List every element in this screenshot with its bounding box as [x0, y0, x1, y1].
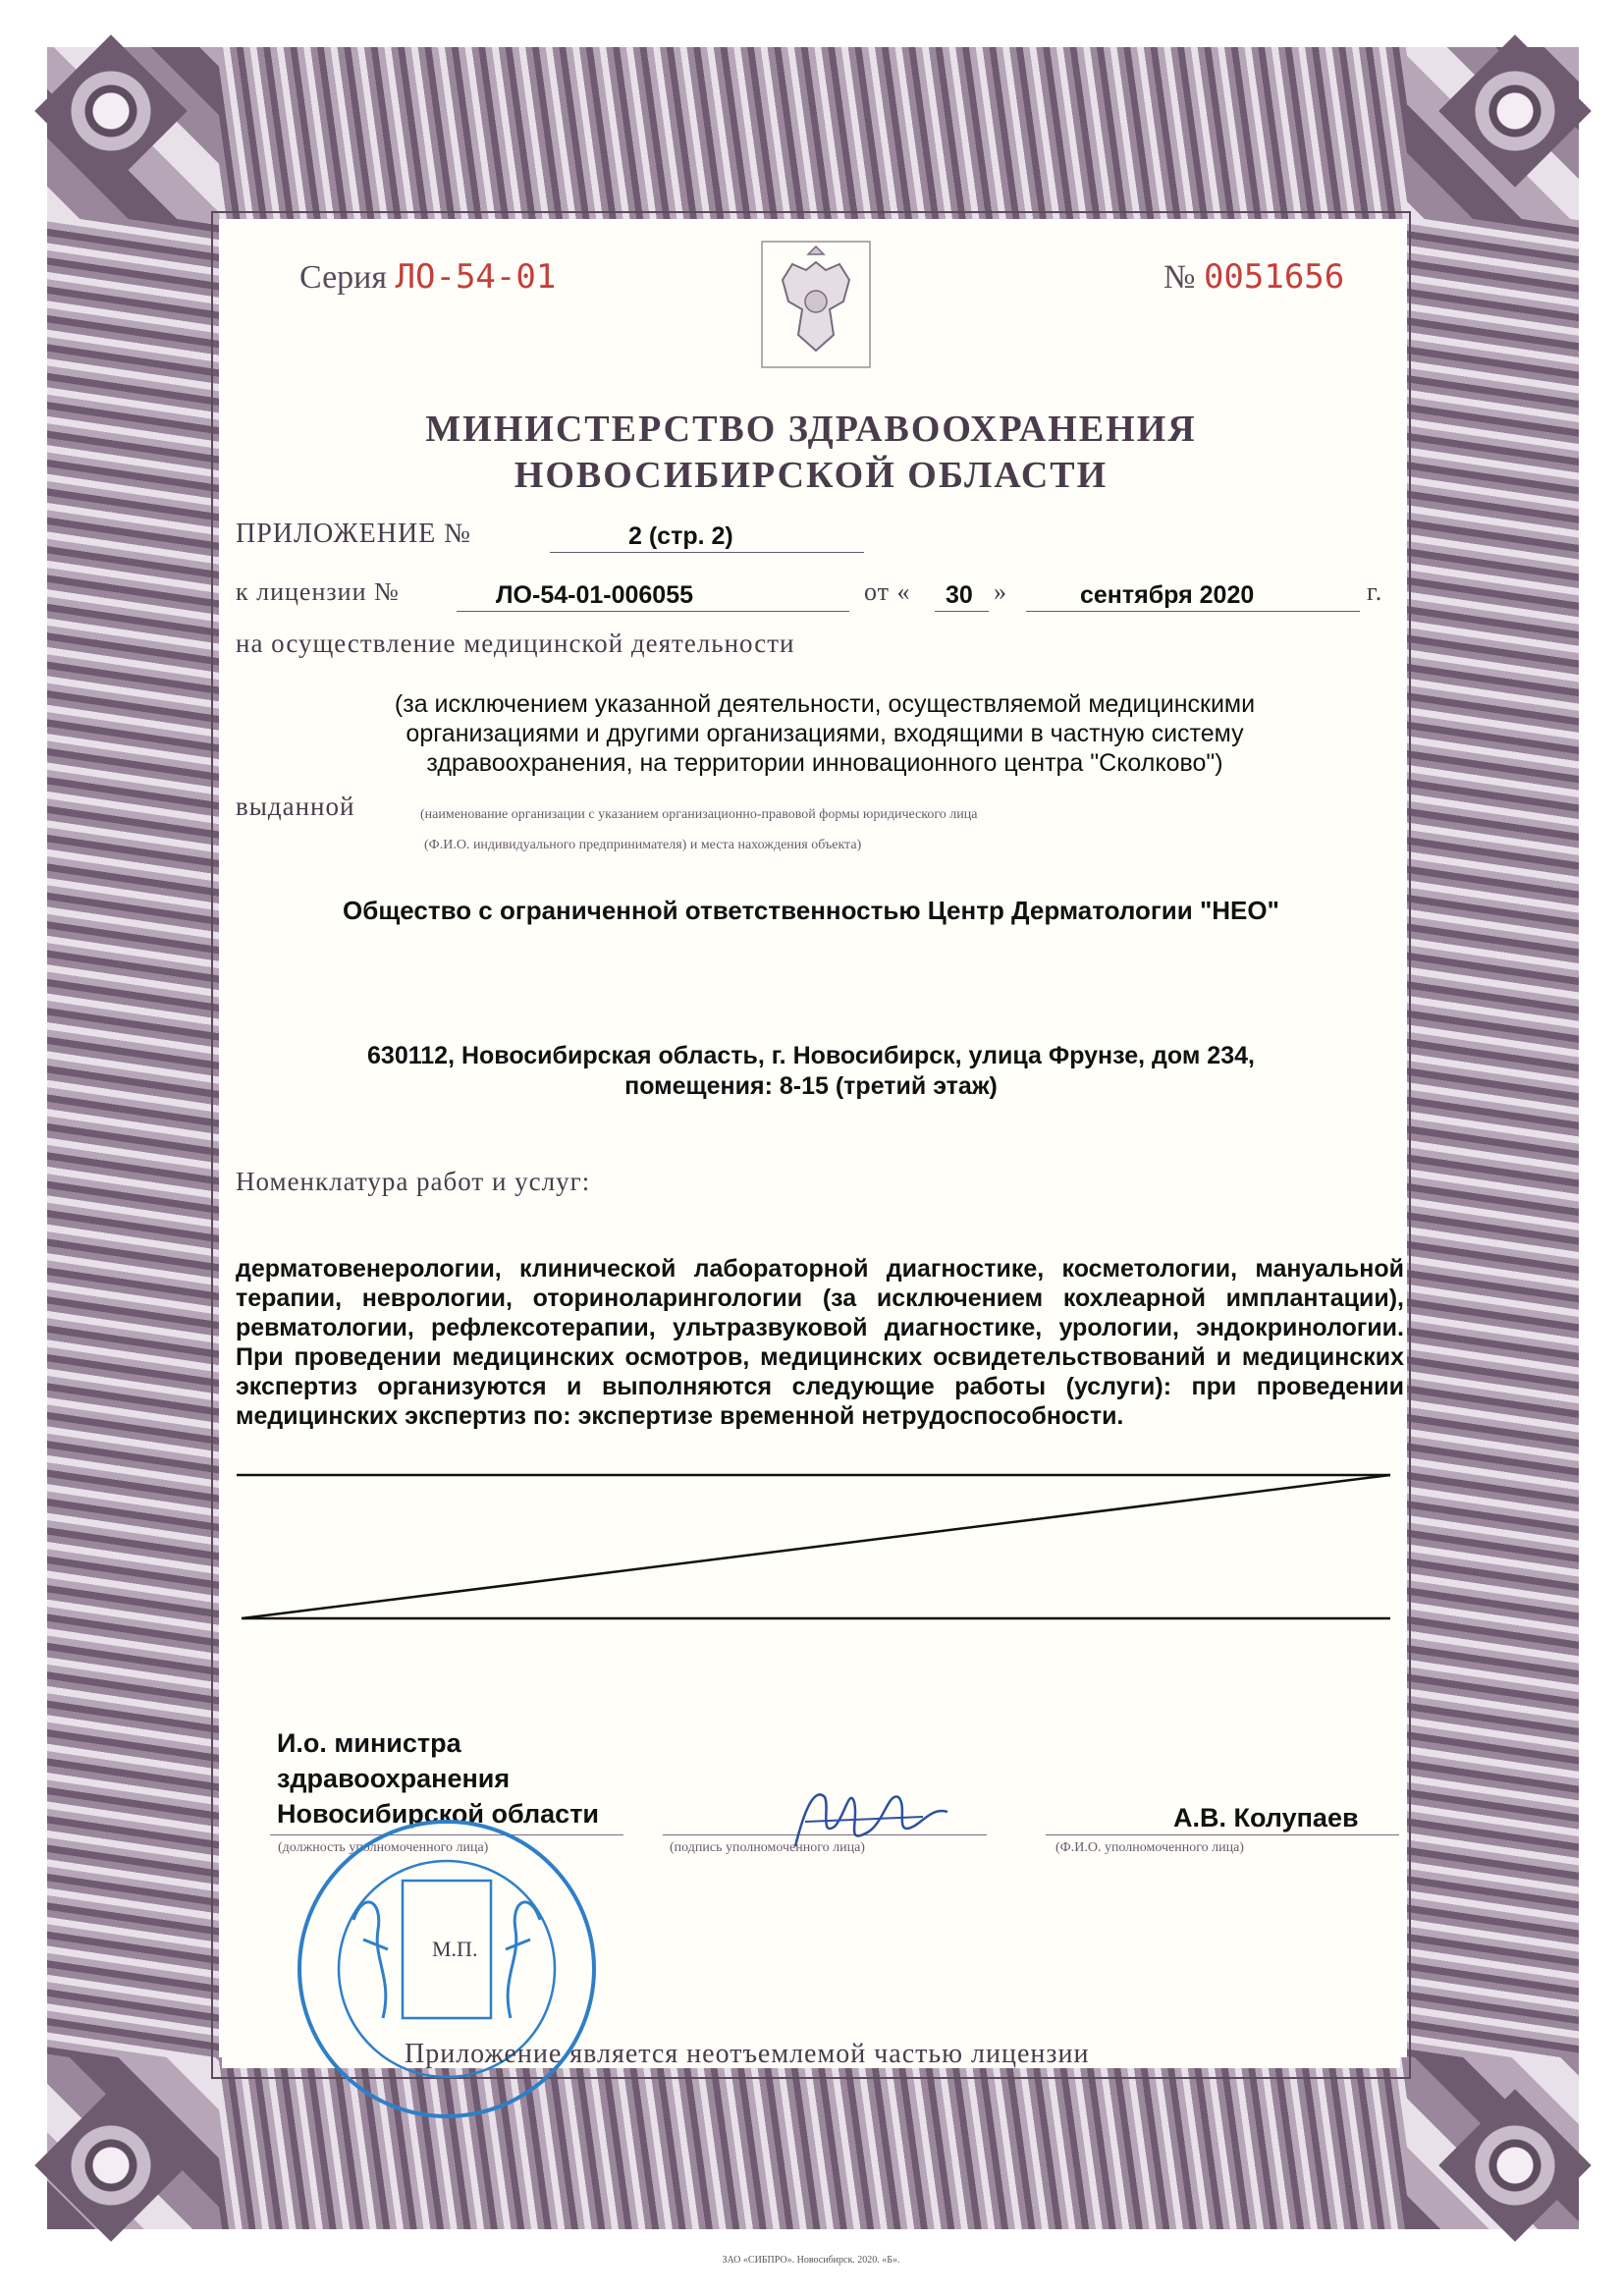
series-value: ЛО-54-01 [395, 257, 557, 297]
blank-space-strike-lines [222, 1463, 1400, 1630]
integral-part-note: Приложение является неотъемлемой частью лицензии [405, 2039, 1090, 2069]
appendix-label: ПРИЛОЖЕНИЕ № [236, 519, 471, 549]
stamp-place-label: М.П. [432, 1937, 478, 1961]
nomenclature-label: Номенклатура работ и услуг: [236, 1167, 591, 1196]
official-stamp [285, 1812, 609, 2126]
nomenclature-text: дерматовенерологии, клинической лабораторной диагностике, косметологии, мануальной терапии, неврологии, оториноларингологии (за исключением кохлеарной имплантации), ревматологии, рефлексотерапии, ультразвуковой диагностике, урологии, эндокринологии. При проведении медицинских осмотров, медицинских освидетельствований и медицинских экспертиз организуются и выполняются следующие работы (услуги): при проведении медицинских экспертиз по: экспертизе временной нетрудоспособности. [236, 1255, 1404, 1430]
name-hint-line [1046, 1834, 1399, 1835]
handwritten-signature [776, 1768, 972, 1866]
series [299, 257, 556, 297]
issued-label: выданной [236, 792, 355, 821]
number-value: 0051656 [1203, 257, 1345, 297]
license-number: ЛО-54-01-006055 [496, 581, 694, 609]
signatory-position-line3: Новосибирской области [277, 1799, 600, 1829]
license-from-label: от « [864, 577, 911, 606]
signatory-position-line1: И.о. министра [277, 1728, 461, 1758]
coat-of-arms-emblem [761, 241, 871, 368]
authority-title-line1: МИНИСТЕРСТВО ЗДРАВООХРАНЕНИЯ [425, 409, 1197, 450]
signature-hint: (подпись уполномоченного лица) [670, 1840, 865, 1855]
activity-label: на осуществление медицинской деятельности [236, 629, 795, 658]
name-hint: (Ф.И.О. уполномоченного лица) [1055, 1840, 1244, 1855]
organization-name: Общество с ограниченной ответственностью Центр Дерматологии "НЕО" [343, 896, 1279, 925]
position-hint: (должность уполномоченного лица) [278, 1840, 489, 1855]
license-day: 30 [946, 581, 973, 609]
organization-address-line1: 630112, Новосибирская область, г. Новосибирск, улица Фрунзе, дом 234, [367, 1042, 1255, 1069]
issued-hint-line1: (наименование организации с указанием организационно-правовой формы юридического лица [420, 807, 978, 822]
appendix-value: 2 (стр. 2) [628, 522, 733, 550]
issued-hint-line2: (Ф.И.О. индивидуального предпринимателя) и места нахождения объекта) [424, 838, 862, 852]
license-day-close: » [994, 577, 1007, 606]
number-label: № [1163, 259, 1196, 296]
printer-imprint: ЗАО «СИБПРО». Новосибирск. 2020. «Б». [722, 2255, 900, 2266]
signatory-position-line2: здравоохранения [277, 1764, 511, 1793]
authority-title-line2: НОВОСИБИРСКОЙ ОБЛАСТИ [514, 455, 1109, 496]
organization-address-line2: помещения: 8-15 (третий этаж) [624, 1072, 998, 1100]
form-number [1163, 257, 1344, 297]
signatory-name: А.В. Колупаев [1173, 1803, 1359, 1832]
series-label: Серия [299, 259, 388, 296]
license-year-suffix: г. [1367, 577, 1383, 606]
license-label: к лицензии № [236, 577, 400, 606]
license-month-year: сентября 2020 [1080, 581, 1255, 609]
activity-exclusion: (за исключением указанной деятельности, осуществляемой медицинскими организациями и другими организациями, входящими в частную систему здравоохранения, на территории инновационного центра "Сколково") [394, 690, 1256, 777]
